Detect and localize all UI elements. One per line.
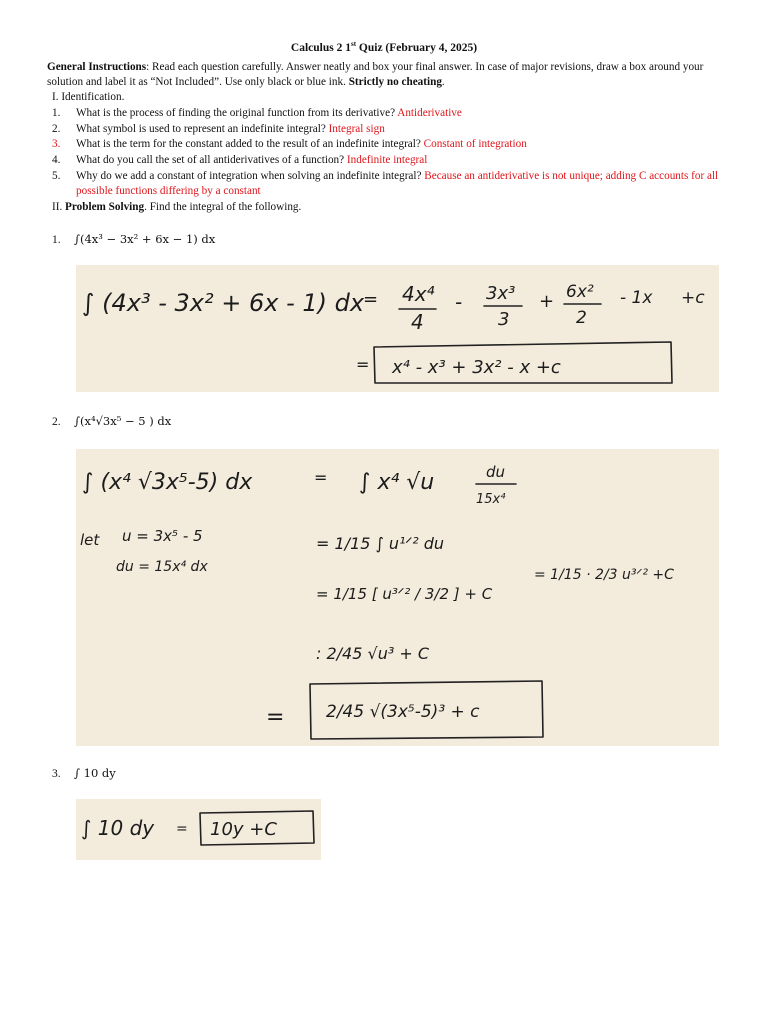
work2-step-2: = 1/15 ∫ u¹ᐟ² du: [316, 534, 445, 553]
work2-let: let: [80, 531, 100, 549]
item-number: 1.: [52, 107, 61, 119]
item-answer: Constant of integration: [423, 138, 527, 150]
work-area-1: [76, 265, 719, 392]
work1-plus: +: [539, 291, 555, 312]
work-area-2: [76, 449, 719, 746]
instructions-body: : Read each question carefully. Answer neatly and box your final answer. In case of major revisions, draw a box around your solution and label it as “Not Included”. Use only black or blue ink.: [47, 61, 704, 88]
problem-expression: ∫ 10 dy: [74, 766, 116, 780]
instructions-end: .: [441, 76, 445, 88]
handwritten-solution-3: [76, 799, 321, 860]
item-answer: Antiderivative: [397, 107, 462, 119]
work1-term4: - 1x: [620, 288, 653, 308]
work2-step-3b: = 1/15 · 2/3 u³ᐟ² +C: [534, 567, 674, 583]
work2-integral: ∫ (x⁴ √3x⁵-5) dx: [82, 470, 253, 495]
work1-equals: =: [363, 289, 379, 310]
work2-du-num: du: [486, 463, 506, 481]
instructions-label: General Instructions: [47, 61, 147, 73]
work2-du-definition: du = 15x⁴ dx: [116, 559, 208, 575]
work-area-3: [76, 799, 321, 860]
work2-final-answer: 2/45 √(3x⁵-5)³ + c: [326, 702, 480, 722]
item-number: 2.: [52, 123, 61, 135]
work2-substitution: ∫ x⁴ √u: [359, 470, 435, 495]
section2-prefix: II.: [52, 201, 66, 213]
title-date: Quiz (February 4, 2025): [356, 41, 478, 54]
problem-1: [52, 232, 215, 246]
section-identification-label: I. Identification.: [52, 91, 125, 103]
problem-3: [52, 766, 116, 780]
item-number: 5.: [52, 170, 61, 182]
page-title: [0, 40, 768, 54]
identification-item-4: [52, 153, 732, 168]
work1-term1-den: 4: [411, 310, 424, 334]
item-question: Why do we add a constant of integration when solving an indefinite integral?: [76, 170, 425, 182]
item-question: What is the process of finding the original function from its derivative?: [76, 107, 398, 119]
work3-final-answer: 10y +C: [210, 819, 277, 840]
work1-term2-den: 3: [498, 309, 510, 330]
work1-integral: ∫ (4x³ - 3x² + 6x - 1) dx: [82, 289, 365, 317]
problem-expression: ∫(4x³ − 3x² + 6x − 1) dx: [74, 232, 216, 246]
work3-equals: =: [176, 821, 188, 837]
work1-constant: +c: [681, 288, 705, 308]
item-question: What do you call the set of all antiderivatives of a function?: [76, 154, 347, 166]
item-answer: Indefinite integral: [346, 154, 428, 166]
work1-term3-num: 6x²: [566, 282, 594, 302]
work2-du-den: 15x⁴: [476, 492, 506, 507]
title-text: Calculus 2 1: [290, 41, 351, 54]
problem-expression: ∫(x⁴√3x⁵ − 5 ) dx: [74, 414, 172, 428]
section2-suffix: . Find the integral of the following.: [144, 201, 302, 213]
identification-item-1: [52, 106, 732, 121]
work2-equals-final: =: [266, 705, 285, 730]
problem-number: 3.: [52, 768, 61, 780]
problem-number: 1.: [52, 234, 61, 246]
item-question: What is the term for the constant added to the result of an indefinite integral?: [76, 138, 424, 150]
work1-term1-num: 4x⁴: [402, 282, 435, 306]
item-answer: Because an antiderivative is not unique; adding C accounts for all possible functions differing by a constant: [76, 170, 719, 197]
problem-2: [52, 414, 171, 428]
handwritten-solution-2: [76, 449, 719, 746]
identification-item-3: [52, 137, 732, 152]
work2-u-definition: u = 3x⁵ - 5: [122, 527, 203, 545]
item-question: What symbol is used to represent an indefinite integral?: [76, 123, 329, 135]
item-number: 3.: [52, 138, 61, 150]
work2-equals: =: [314, 468, 328, 487]
work1-equals-2: =: [356, 355, 370, 374]
work3-integral: ∫ 10 dy: [81, 816, 155, 840]
identification-item-5: [52, 169, 732, 199]
work1-minus: -: [455, 290, 463, 314]
work1-term3-den: 2: [576, 308, 587, 328]
general-instructions: [47, 60, 727, 90]
section2-bold: Problem Solving: [65, 201, 145, 213]
work2-step-3: = 1/15 [ u³ᐟ² / 3/2 ] + C: [316, 585, 493, 603]
item-number: 4.: [52, 154, 61, 166]
handwritten-solution-1: [76, 265, 719, 392]
work1-term2-num: 3x³: [486, 283, 516, 304]
item-answer: Integral sign: [328, 123, 385, 135]
instructions-strict: Strictly no cheating: [348, 76, 442, 88]
section-problem-solving-label: [52, 201, 301, 213]
work2-step-4: : 2/45 √u³ + C: [316, 644, 429, 663]
title-superscript: st: [350, 40, 357, 48]
work1-final-answer: x⁴ - x³ + 3x² - x +c: [392, 357, 561, 378]
identification-item-2: [52, 122, 732, 137]
problem-number: 2.: [52, 416, 61, 428]
